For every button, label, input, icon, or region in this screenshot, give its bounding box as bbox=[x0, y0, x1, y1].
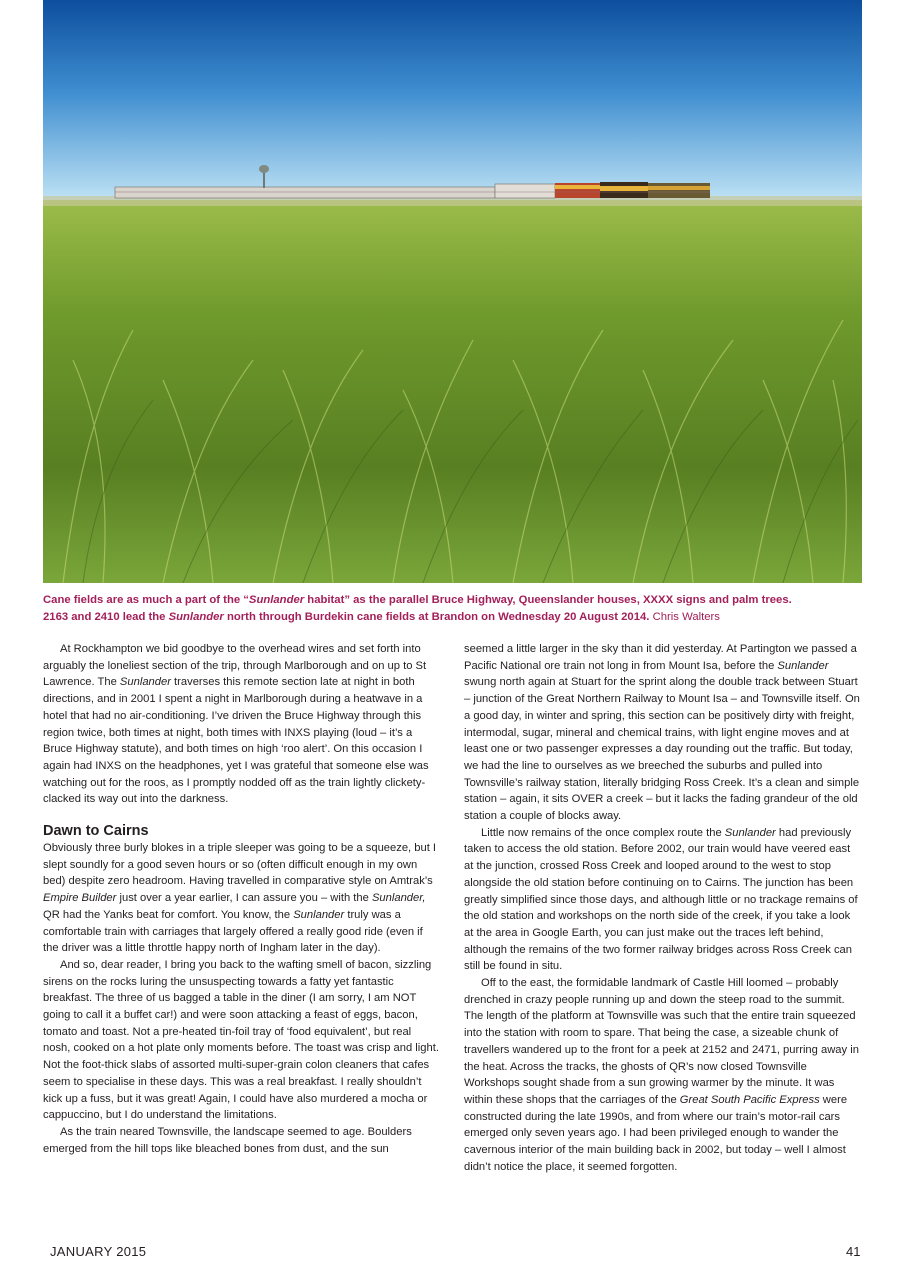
paragraph: And so, dear reader, I bring you back to the wafting smell of bacon, sizzling sirens on the rocks luring the unsuspecting towards a fatty yet fantastic breakfast. The three of us bagged a table in the diner (I am sorry, I am NOT going to call it a buffet car!) and were soon attacking a feast of eggs, bacon, tomato and toast. Not a pre-heated tin-foil tray of ‘food equivalent’, but real nosh, cooked on a hot plate only moments before. The toast was crisp and light. Not the foot-thick slabs of assorted multi-super-grain colon cleaners that cafes seem to specialise in these days. This was a real breakfast. I really shouldn’t kick up a fuss, but it was great! Again, I could have also murdered a mocha or cappuccino, but I do understand the limitations. bbox=[43, 958, 439, 1122]
cane-field bbox=[43, 200, 862, 583]
article-column-left bbox=[43, 641, 440, 1157]
paragraph: Little now remains of the once complex route the Sunlander had previously taken to access the old station. Before 2002, our train would have veered east at the junction, crossed Ross Creek and looped around to the west to stop alongside the old station before continuing on to Cairns. The junction has been greatly simplified since those days, and although little or no trackage remains of the old station and workshops on the north side of the creek, if you take a look at the area in Google Earth, you can just make out the traces left behind, although the remains of the two former railway bridges across Ross Creek can still be found in situ. bbox=[464, 826, 858, 973]
section-heading: Dawn to Cairns bbox=[43, 823, 149, 840]
hero-photo bbox=[43, 0, 862, 583]
paragraph: seemed a little larger in the sky than it did yesterday. At Partington we passed a Pacific National ore train not long in from Mount Isa, before the Sunlander swung north again at Stuart for the sprint along the double track between Stuart – junction of the Great Northern Railway to Mount Isa – and Townsville itself. On a good day, in winter and spring, this section can be positively dirty with freight, intermodal, sugar, mineral and chemical trains, with light engine moves and at least one or two passenger expresses a day rounding out the traffic. But today, we had the line to ourselves as we breeched the suburbs and pulled into Townsville’s railway station, literally bridging Ross Creek. It’s a clean and simple station – again, it sits OVER a creek – but it lacks the fading grandeur of the old station a couple of blocks away. bbox=[464, 643, 860, 823]
issue-date: JANUARY 2015 bbox=[50, 1244, 147, 1259]
paragraph: Off to the east, the formidable landmark of Castle Hill loomed – probably drenched in crazy people running up and down the steep road to the summit. The length of the platform at Townsville was such that the entire train squeezed into the station with room to spare. That being the case, a sizeable chunk of travellers wandered up to the front for a peek at 2152 and 2471, purring away in the heat. Across the tracks, the ghosts of QR’s now closed Townsville Workshops sought shade from a sun growing warmer by the minute. It was within these shops that the carriages of the Great South Pacific Express were constructed during the late 1990s, and from where our train’s motor-rail cars emerged only seven years ago. I had been privileged enough to wander the cavernous interior of the main building back in 2002, but today – well I almost didn’t notice the place, it seemed forgotten. bbox=[464, 977, 859, 1173]
paragraph: Obviously three burly blokes in a triple sleeper was going to be a squeeze, but I slept soundly for a good seven hours or so (often difficult enough in my own bed) despite zero headroom. Having travelled in comparative style on Amtrak’s Empire Builder just over a year earlier, I can assure you – with the Sunlander, QR had the Yanks beat for comfort. You know, the Sunlander truly was a comfortable train with carriages that largely offered a really good ride (even if the driver was a little throttle happy north of Ingham later in the day). bbox=[43, 842, 437, 955]
paragraph: As the train neared Townsville, the landscape seemed to age. Boulders emerged from the hill tops like bleached bones from dust, and the sun bbox=[43, 1125, 412, 1155]
photo-credit: Chris Walters bbox=[652, 611, 720, 623]
paragraph: At Rockhampton we bid goodbye to the overhead wires and set forth into arguably the loneliest section of the trip, through Marlborough and on up to St Lawrence. The Sunlander traverses this remote section late at night in both directions, and in 2001 I spent a night in Marlborough during a heatwave in a hotel that had no air-conditioning. I’ve driven the Bruce Highway through this region twice, both times at night, both times with INXS playing (loud – it’s a Bruce Highway statute), and both times on high ‘roo alert’. On this occasion I again had INXS on the headphones, yet I was grateful that someone else was watching out for the roos, as I promptly nodded off as the train lightly clickety-clacked its way out into the darkness. bbox=[43, 643, 429, 806]
page-number: 41 bbox=[846, 1244, 861, 1259]
photo-caption: Cane fields are as much a part of the “Sunlander habitat” as the parallel Bruce Highway, Queenslander houses, XXXX signs and palm trees. 2163 and 2410 lead the Sunlander north through Burdekin cane fields at Brandon on Wednesday 20 August 2014. Chris Walters bbox=[43, 594, 792, 623]
sky bbox=[43, 0, 862, 205]
article-column-right bbox=[464, 641, 861, 1176]
cane-field-train-photo bbox=[43, 0, 862, 583]
